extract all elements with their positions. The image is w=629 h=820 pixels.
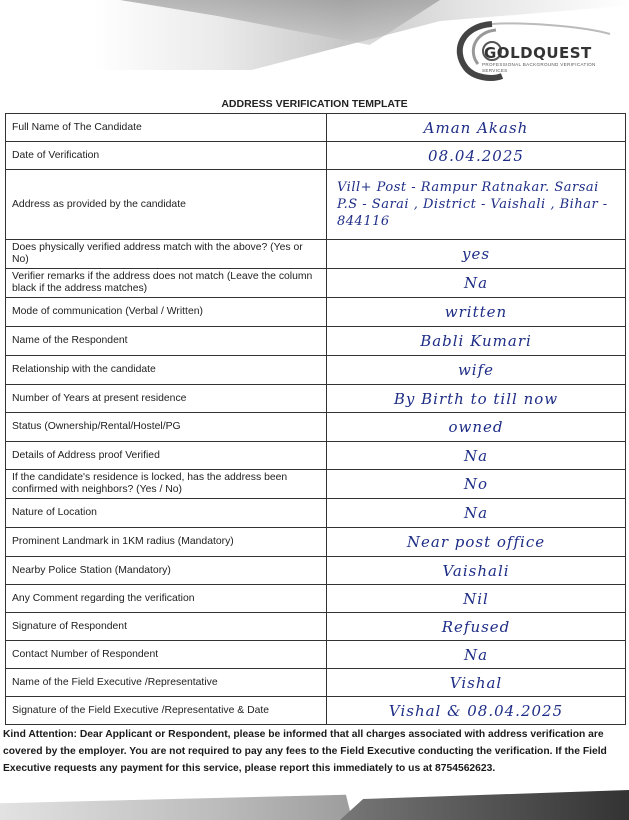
table-row [6, 298, 626, 327]
table-row [6, 114, 626, 142]
field-value: Na [327, 442, 626, 470]
field-label: Verifier remarks if the address does not match (Leave the column black if the address matches) [6, 269, 327, 298]
field-value: Near post office [327, 528, 626, 557]
field-value: Aman Akash [327, 114, 626, 142]
field-value: Na [327, 499, 626, 528]
table-row [6, 613, 626, 641]
field-value: Babli Kumari [327, 327, 626, 356]
logo-tagline: PROFESSIONAL BACKGROUND VERIFICATION SERVICES [482, 62, 596, 73]
page-title: ADDRESS VERIFICATION TEMPLATE [221, 98, 408, 110]
field-label: Mode of communication (Verbal / Written) [6, 298, 327, 327]
field-label: Number of Years at present residence [6, 385, 327, 413]
field-label: Does physically verified address match with the above? (Yes or No) [6, 240, 327, 269]
field-label: Date of Verification [6, 142, 327, 170]
field-label: Signature of the Field Executive /Representative & Date [6, 697, 327, 725]
verification-table [5, 113, 626, 725]
field-label: Contact Number of Respondent [6, 641, 327, 669]
table-row [6, 470, 626, 499]
table-row [6, 697, 626, 725]
field-label: Status (Ownership/Rental/Hostel/PG [6, 413, 327, 442]
field-label: Full Name of The Candidate [6, 114, 327, 142]
table-row [6, 499, 626, 528]
field-value: Nil [327, 585, 626, 613]
kind-attention-notice [3, 726, 625, 777]
field-label: Name of the Respondent [6, 327, 327, 356]
field-value: Vishal & 08.04.2025 [327, 697, 626, 725]
field-label: Any Comment regarding the verification [6, 585, 327, 613]
table-row [6, 240, 626, 269]
field-label: Address as provided by the candidate [6, 170, 327, 240]
scan-shading-bottom-dark [340, 790, 629, 820]
table-row [6, 585, 626, 613]
field-value: Na [327, 641, 626, 669]
field-label: Nearby Police Station (Mandatory) [6, 557, 327, 585]
field-label: If the candidate's residence is locked, has the address been confirmed with neighbors? (Yes / No) [6, 470, 327, 499]
logo-wordmark: GOLDQUEST [484, 44, 592, 62]
field-value: written [327, 298, 626, 327]
field-label: Relationship with the candidate [6, 356, 327, 385]
table-row [6, 269, 626, 298]
field-value: 08.04.2025 [327, 142, 626, 170]
field-label: Nature of Location [6, 499, 327, 528]
notice-heading: Kind Attention: [3, 729, 77, 740]
field-label: Prominent Landmark in 1KM radius (Mandatory) [6, 528, 327, 557]
table-row [6, 356, 626, 385]
field-label: Name of the Field Executive /Representative [6, 669, 327, 697]
field-value: Vill+ Post - Rampur Ratnakar. Sarsai P.S - Sarai , District - Vaishali , Bihar - 844116 [327, 170, 626, 240]
field-value: Vishal [327, 669, 626, 697]
field-label: Signature of Respondent [6, 613, 327, 641]
table-row [6, 557, 626, 585]
table-row [6, 442, 626, 470]
field-value: wife [327, 356, 626, 385]
field-label: Details of Address proof Verified [6, 442, 327, 470]
field-value: Refused [327, 613, 626, 641]
table-row [6, 327, 626, 356]
field-value: Na [327, 269, 626, 298]
table-row [6, 413, 626, 442]
table-row [6, 142, 626, 170]
table-row [6, 385, 626, 413]
table-row [6, 641, 626, 669]
field-value: owned [327, 413, 626, 442]
table-row [6, 528, 626, 557]
field-value: Vaishali [327, 557, 626, 585]
notice-text: Dear Applicant or Respondent, please be informed that all charges associated with address verification are covered by the employer. You are not required to pay any fees to the Field Executive conducting the verification. If the Field Executive requests any payment for this service, please report this immediately to us at 8754562623. [3, 729, 607, 774]
field-value: No [327, 470, 626, 499]
field-value: yes [327, 240, 626, 269]
field-value: By Birth to till now [327, 385, 626, 413]
table-row [6, 669, 626, 697]
table-row [6, 170, 626, 240]
